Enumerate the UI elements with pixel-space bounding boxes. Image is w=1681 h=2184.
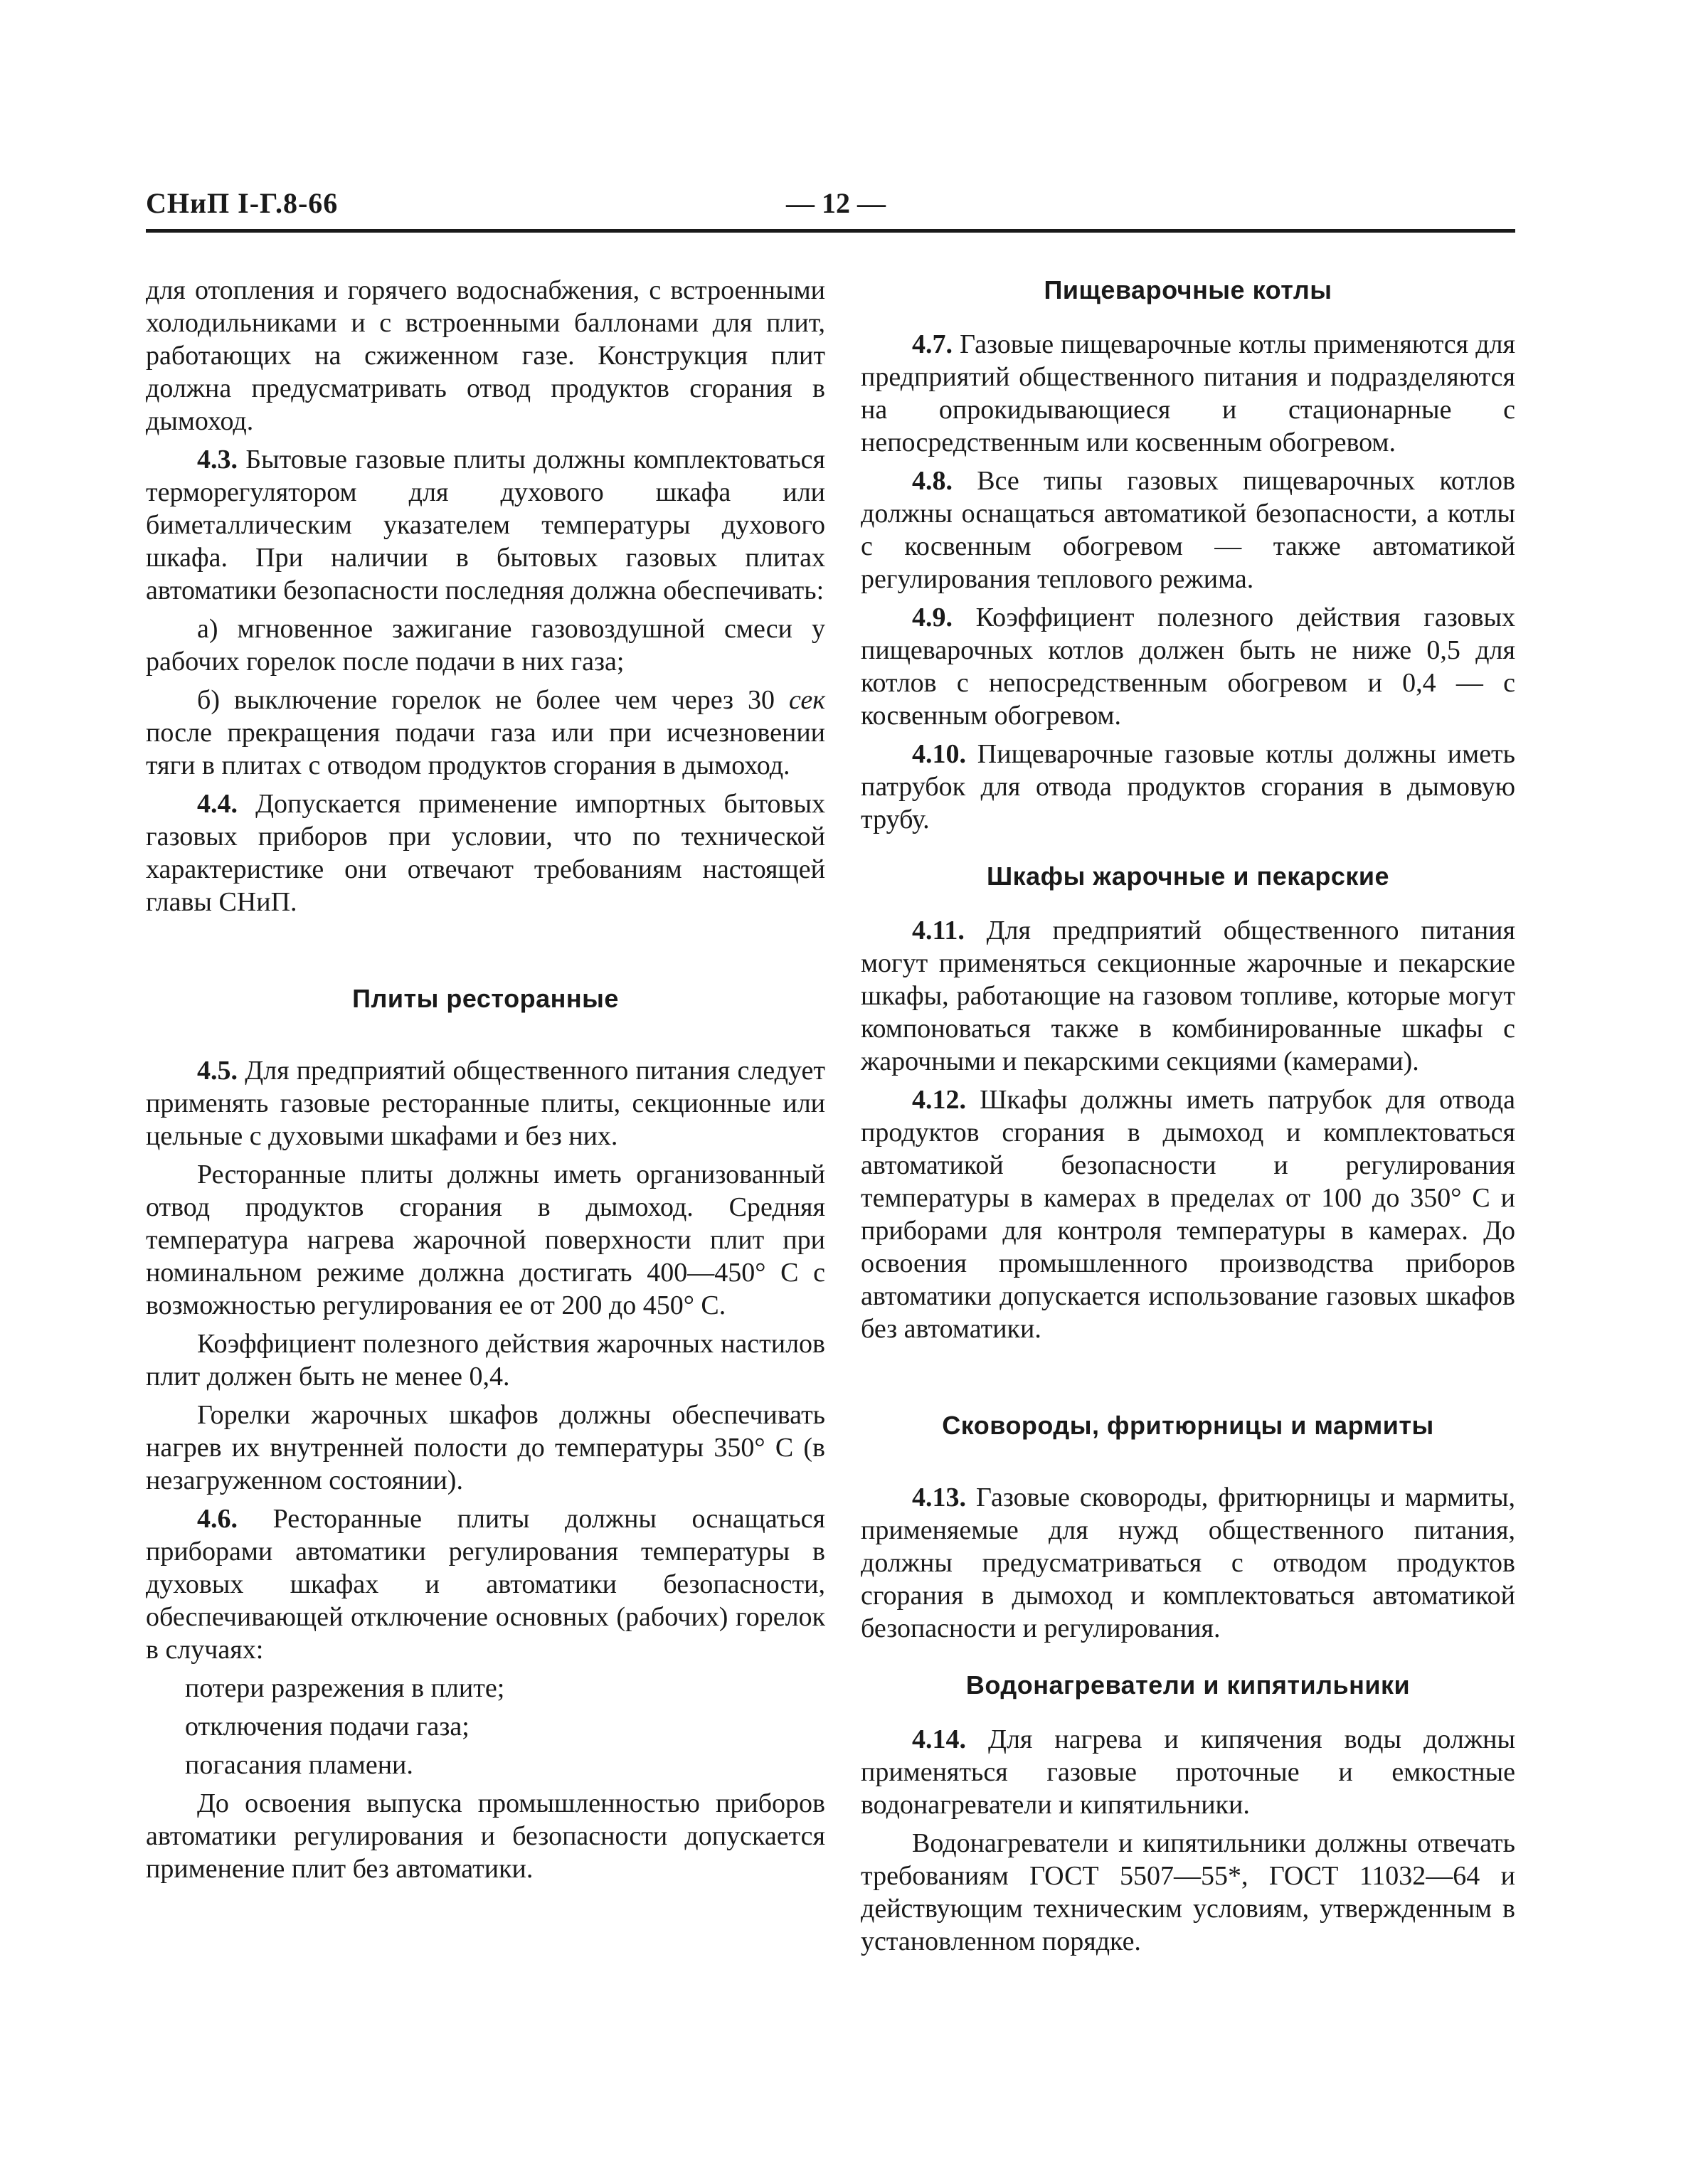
clause-number: 4.14.	[912, 1724, 966, 1754]
paragraph-4-3	[146, 443, 825, 607]
left-column	[146, 274, 825, 1891]
clause-text: Для предприятий общественного питания следует применять газовые ресторанные плиты, секционные или цельные с духовыми шкафами и без них.	[146, 1056, 825, 1151]
paragraph-4-5-b: Ресторанные плиты должны иметь организованный отвод продуктов сгорания в дымоход. Средняя температура нагрева жарочной поверхности плит при номинальном режиме должна достигать 400—450° С с возможностью регулирования ее от 200 до 450° С.	[146, 1160, 825, 1320]
clause-number: 4.6.	[197, 1504, 238, 1534]
paragraph-continued: для отопления и горячего водоснабжения, с встроенными холодильниками и с встроенными баллонами для плит, работающих на сжиженном газе. Конструкция плит должна предусматривать отвод продуктов сгорания в дымоход.	[146, 275, 825, 436]
clause-text: Для нагрева и кипячения воды должны применяться газовые проточные и емкостные водонагреватели и кипятильники.	[861, 1724, 1515, 1820]
case-item: потери разрежения в плите;	[185, 1673, 505, 1703]
paragraph-4-13	[861, 1481, 1515, 1645]
clause-text: Все типы газовых пищеварочных котлов должны оснащаться автоматикой безопасности, а котлы с косвенным обогревом — также автоматикой регулирования теплового режима.	[861, 466, 1515, 594]
paragraph-4-4	[146, 788, 825, 918]
right-column	[861, 274, 1515, 1963]
paragraph-4-8	[861, 465, 1515, 595]
clause-text: Пищеварочные газовые котлы должны иметь патрубок для отвода продуктов сгорания в дымовую трубу.	[861, 739, 1515, 834]
clause-number: 4.7.	[912, 329, 953, 359]
clause-number: 4.4.	[197, 789, 238, 819]
section-heading-boilers: Пищеварочные котлы	[1044, 275, 1332, 304]
list-item-b-text-end: после прекращения подачи газа или при исчезновении тяги в плитах с отводом продуктов сгорания в дымоход.	[146, 718, 825, 780]
clause-number: 4.10.	[912, 739, 966, 769]
paragraph-4-10	[861, 738, 1515, 836]
clause-text: Газовые пищеварочные котлы применяются для предприятий общественного питания и подразделяются на опрокидывающиеся и стационарные с непосредственным или косвенным обогревом.	[861, 329, 1515, 457]
clause-text: Шкафы должны иметь патрубок для отвода продуктов сгорания в дымоход и комплектоваться автоматикой безопасности и регулирования температуры в камерах в пределах от 100 до 350° С и приборами для контроля температуры в камерах. До освоения промышленного производства приборов автоматики допускается использование газовых шкафов без автоматики.	[861, 1085, 1515, 1344]
paragraph-4-9	[861, 601, 1515, 732]
clause-text: Бытовые газовые плиты должны комплектоваться терморегулятором для духового шкафа или биметаллическим указателем температуры духового шкафа. При наличии в бытовых газовых плитах автоматики безопасности последняя должна обеспечивать:	[146, 445, 825, 605]
clause-number: 4.12.	[912, 1085, 966, 1115]
paragraph-4-6-b: До освоения выпуска промышленностью приборов автоматики регулирования и безопасности допускается применение плит без автоматики.	[146, 1788, 825, 1884]
section-heading-pans: Сковороды, фритюрницы и мармиты	[942, 1411, 1434, 1440]
case-item: погасания пламени.	[185, 1750, 413, 1780]
header-rule	[146, 229, 1515, 233]
paragraph-4-5	[146, 1054, 825, 1152]
document-code: СНиП I-Г.8-66	[146, 187, 339, 219]
paragraph-4-5-d: Горелки жарочных шкафов должны обеспечивать нагрев их внутренней полости до температуры 350° С (в незагруженном состоянии).	[146, 1400, 825, 1495]
page-number: — 12 —	[786, 187, 886, 219]
paragraph-4-6	[146, 1502, 825, 1666]
clause-number: 4.8.	[912, 466, 953, 496]
paragraph-4-14	[861, 1723, 1515, 1821]
case-item: отключения подачи газа;	[185, 1712, 470, 1742]
clause-text: Газовые сковороды, фритюрницы и мармиты, применяемые для нужд общественного питания, должны предусматриваться с отводом продуктов сгорания в дымоход и комплектоваться автоматикой безопасности и регулирования.	[861, 1483, 1515, 1643]
clause-text: Коэффициент полезного действия газовых пищеварочных котлов должен быть не ниже 0,5 для котлов с непосредственным обогревом и 0,4 — с косвенным обогревом.	[861, 603, 1515, 731]
clause-number: 4.9.	[912, 603, 953, 632]
paragraph-4-12	[861, 1083, 1515, 1345]
list-item-b	[146, 684, 825, 782]
clause-text: Ресторанные плиты должны оснащаться приборами автоматики регулирования температуры в духовых шкафах и автоматики безопасности, обеспечивающей отключение основных (рабочих) горелок в случаях:	[146, 1504, 825, 1665]
list-item-a: а) мгновенное зажигание газовоздушной смеси у рабочих горелок после подачи в них газа;	[146, 614, 825, 677]
clause-number: 4.5.	[197, 1056, 238, 1086]
clause-text: Допускается применение импортных бытовых газовых приборов при условии, что по технической характеристике они отвечают требованиям настоящей главы СНиП.	[146, 789, 825, 917]
clause-number: 4.11.	[912, 916, 965, 945]
unit-sec: сек	[788, 685, 825, 715]
paragraph-4-11	[861, 914, 1515, 1078]
list-item-b-text: б) выключение горелок не более чем через 30	[197, 685, 789, 715]
section-heading-restaurant-plates: Плиты ресторанные	[352, 984, 619, 1013]
paragraph-4-5-c: Коэффициент полезного действия жарочных настилов плит должен быть не менее 0,4.	[146, 1329, 825, 1391]
clause-text: Для предприятий общественного питания могут применяться секционные жарочные и пекарские шкафы, работающие на газовом топливе, которые могут компоноваться также в комбинированные шкафы с жарочными и пекарскими секциями (камерами).	[861, 916, 1515, 1076]
clause-number: 4.13.	[912, 1483, 966, 1512]
paragraph-4-7	[861, 328, 1515, 459]
clause-number: 4.3.	[197, 445, 238, 475]
paragraph-4-14-b: Водонагреватели и кипятильники должны отвечать требованиям ГОСТ 5507—55*, ГОСТ 11032—64 и действующим техническим условиям, утвержденным в установленном порядке.	[861, 1828, 1515, 1956]
section-heading-water-heaters: Водонагреватели и кипятильники	[965, 1670, 1411, 1700]
section-heading-ovens: Шкафы жарочные и пекарские	[986, 862, 1390, 891]
